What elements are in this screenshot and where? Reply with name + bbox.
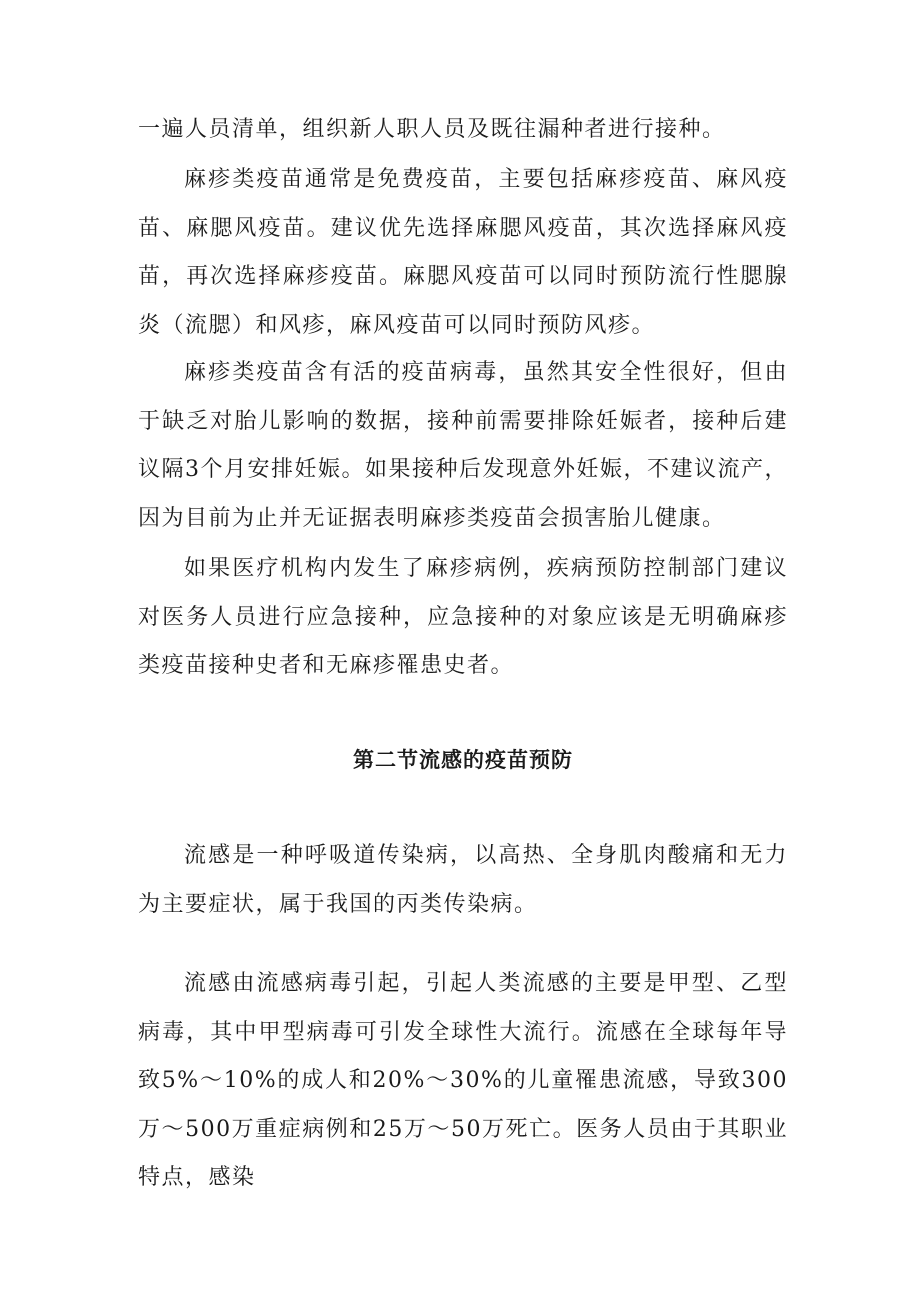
paragraph-influenza-virus: 流感由流感病毒引起，引起人类流感的主要是甲型、乙型病毒，其中甲型病毒可引发全球性大流行。流感在全球每年导致5%～10%的成人和20%～30%的儿童罹患流感，导致300万～500万重症病例和25万～50万死亡。医务人员由于其职业特点，感染: [138, 971, 788, 1190]
paragraph-influenza-intro: 流感是一种呼吸道传染病，以高热、全身肌肉酸痛和无力为主要症状，属于我国的丙类传染病。: [138, 843, 788, 917]
paragraph-emergency-vaccination: 如果医疗机构内发生了麻疹病例，疾病预防控制部门建议对医务人员进行应急接种，应急接种的对象应该是无明确麻疹类疫苗接种史者和无麻疹罹患史者。: [138, 556, 788, 678]
paragraph-measles-vaccine-types: 麻疹类疫苗通常是免费疫苗，主要包括麻疹疫苗、麻风疫苗、麻腮风疫苗。建议优先选择麻腮风疫苗，其次选择麻风疫苗，再次选择麻疹疫苗。麻腮风疫苗可以同时预防流行性腮腺炎（流腮）和风疹，麻风疫苗可以同时预防风疹。: [138, 167, 788, 338]
section-heading: 第二节流感的疫苗预防: [353, 747, 573, 772]
paragraph-continuation: 一遍人员清单，组织新人职人员及既往漏种者进行接种。: [138, 117, 726, 142]
paragraph-measles-vaccine-pregnancy: 麻疹类疫苗含有活的疫苗病毒，虽然其安全性很好，但由于缺乏对胎儿影响的数据，接种前需要排除妊娠者，接种后建议隔3个月安排妊娠。如果接种后发现意外妊娠，不建议流产，因为目前为止并无证据表明麻疹类疫苗会损害胎儿健康。: [138, 360, 788, 531]
